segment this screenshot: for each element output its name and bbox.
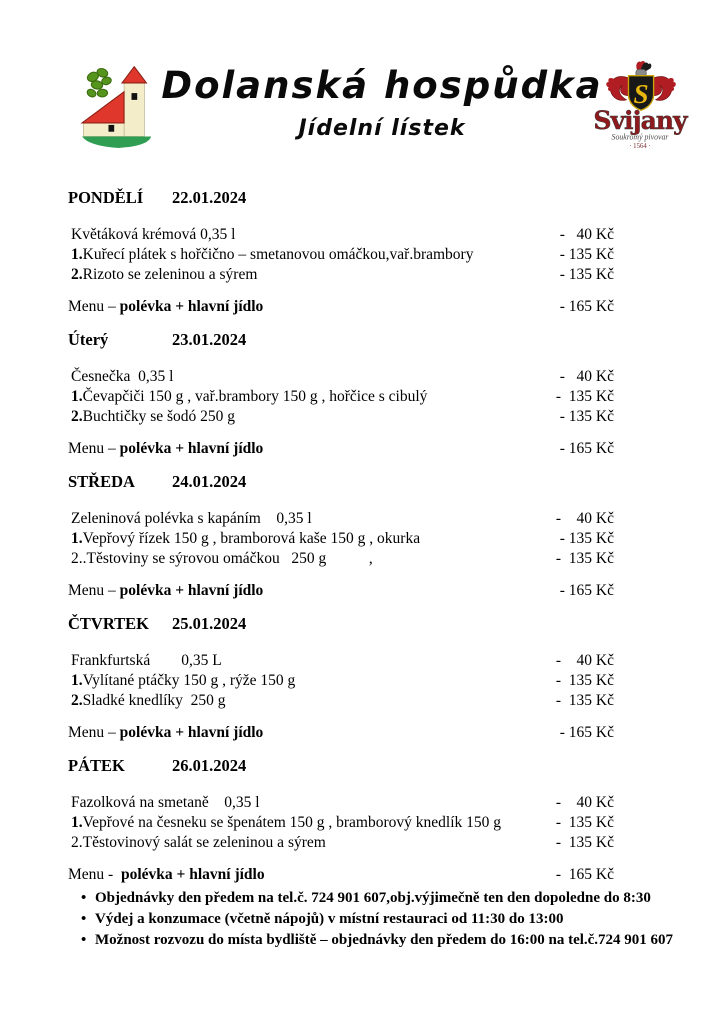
menu-combo-bold: polévka + hlavní jídlo [119, 440, 264, 457]
dish-text: 2..Těstoviny se sýrovou omáčkou 250 g , [71, 550, 373, 567]
dish-number: 2. [71, 408, 83, 425]
dish-price: - 135 Kč [559, 266, 614, 283]
day-heading [68, 756, 614, 778]
day-heading [68, 188, 614, 210]
dish-text: Čevapčiči 150 g , vař.brambory 150 g , hořčice s cibulý [82, 388, 428, 405]
dish-number: 2. [71, 266, 83, 283]
footer-note-delivery [68, 930, 680, 951]
dish-price: - 135 Kč [555, 692, 614, 709]
dish-text: 2.Těstovinový salát se zeleninou a sýrem [71, 834, 326, 851]
menu-combo-bold: polévka + hlavní jídlo [120, 866, 265, 883]
footer-note-text: Výdej a konzumace (včetně nápojů) v místní restauraci od 11:30 do 13:00 [95, 911, 564, 927]
brewery-tagline: Soukromý pivovar [611, 132, 669, 142]
dish-main-2 [68, 265, 257, 285]
menu-item-row [68, 691, 614, 711]
brewery-name: Svijany [593, 105, 687, 136]
footer-note-orders [68, 888, 680, 909]
footer-notes [68, 888, 680, 951]
menu-combo-lead: Menu – [68, 724, 120, 741]
dish-price: - 40 Kč [555, 510, 614, 527]
day-section-thursday [68, 614, 614, 743]
day-heading [68, 330, 614, 352]
day-date: 24.01.2024 [172, 472, 247, 491]
day-name: Úterý [68, 330, 109, 349]
footer-note-text: Možnost rozvozu do místa bydliště – objednávky den předem do 16:00 na tel.č.724 901 607 [95, 932, 674, 948]
dish-text: Vylítané ptáčky 150 g , rýže 150 g [82, 672, 296, 689]
dish-price: - 40 Kč [559, 368, 614, 385]
day-heading [68, 614, 614, 636]
dish-text: Česnečka 0,35 l [71, 368, 174, 385]
day-date: 25.01.2024 [172, 614, 247, 633]
dish-soup [68, 225, 235, 245]
day-name: STŘEDA [68, 472, 135, 491]
menu-item-row [68, 793, 614, 813]
dish-text: Kuřecí plátek s hořčično – smetanovou omáčkou,vař.brambory [82, 246, 474, 263]
dish-soup [68, 367, 173, 387]
dish-price: - 135 Kč [555, 550, 614, 567]
dish-price: - 135 Kč [555, 388, 614, 405]
dish-text: Frankfurtská 0,35 L [71, 652, 222, 669]
dish-number: 1. [71, 388, 83, 405]
day-date: 22.01.2024 [172, 188, 247, 207]
dish-price: - 135 Kč [559, 246, 614, 263]
dish-main-1 [68, 813, 501, 833]
dish-main-1 [68, 387, 427, 407]
bullet-icon: • [81, 911, 87, 927]
coat-of-arms-icon [606, 61, 676, 110]
dish-text: Vepřový řízek 150 g , bramborová kaše 150 g , okurka [82, 530, 421, 547]
dish-number: 1. [71, 672, 83, 689]
dish-number: 1. [71, 814, 83, 831]
dish-text: Květáková krémová 0,35 l [71, 226, 236, 243]
menu-combo-label [68, 439, 263, 459]
menu-combo-price: - 165 Kč [559, 440, 614, 457]
menu-combo-row [68, 439, 614, 459]
day-section-tuesday [68, 330, 614, 459]
menu-combo-lead: Menu – [68, 582, 120, 599]
menu-combo-price: - 165 Kč [555, 866, 614, 883]
page-title: Dolanská hospůdka [161, 64, 603, 107]
dish-soup [68, 793, 260, 813]
menu-combo-lead: Menu - [68, 866, 121, 883]
menu-combo-bold: polévka + hlavní jídlo [119, 298, 264, 315]
menu-combo-row [68, 581, 614, 601]
menu-combo-row [68, 723, 614, 743]
brewery-year: · 1564 · [629, 142, 651, 150]
menu-combo-price: - 165 Kč [559, 582, 614, 599]
menu-item-row [68, 367, 614, 387]
menu-item-row [68, 833, 614, 853]
menu-combo-label [68, 865, 265, 885]
day-section-wednesday [68, 472, 614, 601]
dish-number: 1. [71, 246, 83, 263]
menu-content [68, 188, 614, 898]
day-heading [68, 472, 614, 494]
footer-note-text: Objednávky den předem na tel.č. 724 901 607,obj.výjimečně ten den dopoledne do 8:30 [95, 890, 651, 906]
dish-price: - 135 Kč [555, 672, 614, 689]
dish-text: Zeleninová polévka s kapáním 0,35 l [71, 510, 312, 527]
dish-text: Buchtičky se šodó 250 g [82, 408, 236, 425]
dish-main-2 [68, 549, 373, 569]
menu-combo-row [68, 865, 614, 885]
dish-main-1 [68, 529, 420, 549]
menu-combo-label [68, 297, 263, 317]
dish-text: Fazolková na smetaně 0,35 l [71, 794, 260, 811]
dish-price: - 135 Kč [555, 834, 614, 851]
dish-text: Rizoto se zeleninou a sýrem [82, 266, 258, 283]
bullet-icon: • [81, 932, 87, 948]
menu-combo-bold: polévka + hlavní jídlo [119, 582, 264, 599]
dish-main-2 [68, 833, 326, 853]
dish-main-1 [68, 671, 295, 691]
svijany-brewery-logo [582, 60, 698, 150]
bullet-icon: • [81, 890, 87, 906]
menu-combo-lead: Menu – [68, 298, 120, 315]
day-date: 26.01.2024 [172, 756, 247, 775]
menu-combo-bold: polévka + hlavní jídlo [119, 724, 264, 741]
menu-item-row [68, 813, 614, 833]
menu-item-row [68, 225, 614, 245]
day-date: 23.01.2024 [172, 330, 247, 349]
menu-item-row [68, 407, 614, 427]
menu-combo-price: - 165 Kč [559, 298, 614, 315]
dish-number: 2. [71, 692, 83, 709]
menu-item-row [68, 245, 614, 265]
day-name: ČTVRTEK [68, 614, 150, 633]
dish-text: Vepřové na česneku se špenátem 150 g , bramborový knedlík 150 g [82, 814, 502, 831]
dish-main-1 [68, 245, 473, 265]
dish-main-2 [68, 691, 226, 711]
page-subtitle: Jídelní lístek [298, 116, 466, 141]
dish-main-2 [68, 407, 235, 427]
day-name: PONDĚLÍ [68, 188, 144, 207]
dish-number: 1. [71, 530, 83, 547]
dish-price: - 135 Kč [559, 408, 614, 425]
menu-combo-label [68, 581, 263, 601]
dish-price: - 135 Kč [559, 530, 614, 547]
day-name: PÁTEK [68, 756, 125, 775]
menu-item-row [68, 549, 614, 569]
menu-combo-row [68, 297, 614, 317]
dish-price: - 40 Kč [559, 226, 614, 243]
day-section-friday [68, 756, 614, 885]
menu-combo-label [68, 723, 263, 743]
dish-price: - 135 Kč [555, 814, 614, 831]
footer-note-serving [68, 909, 680, 930]
dish-soup [68, 509, 312, 529]
menu-item-row [68, 509, 614, 529]
dish-price: - 40 Kč [555, 794, 614, 811]
menu-item-row [68, 265, 614, 285]
menu-item-row [68, 671, 614, 691]
dish-price: - 40 Kč [555, 652, 614, 669]
svg-text:S: S [633, 78, 649, 109]
dish-soup [68, 651, 222, 671]
menu-item-row [68, 387, 614, 407]
day-section-monday [68, 188, 614, 317]
menu-item-row [68, 651, 614, 671]
menu-combo-lead: Menu – [68, 440, 120, 457]
menu-combo-price: - 165 Kč [559, 724, 614, 741]
dish-text: Sladké knedlíky 250 g [82, 692, 226, 709]
menu-item-row [68, 529, 614, 549]
